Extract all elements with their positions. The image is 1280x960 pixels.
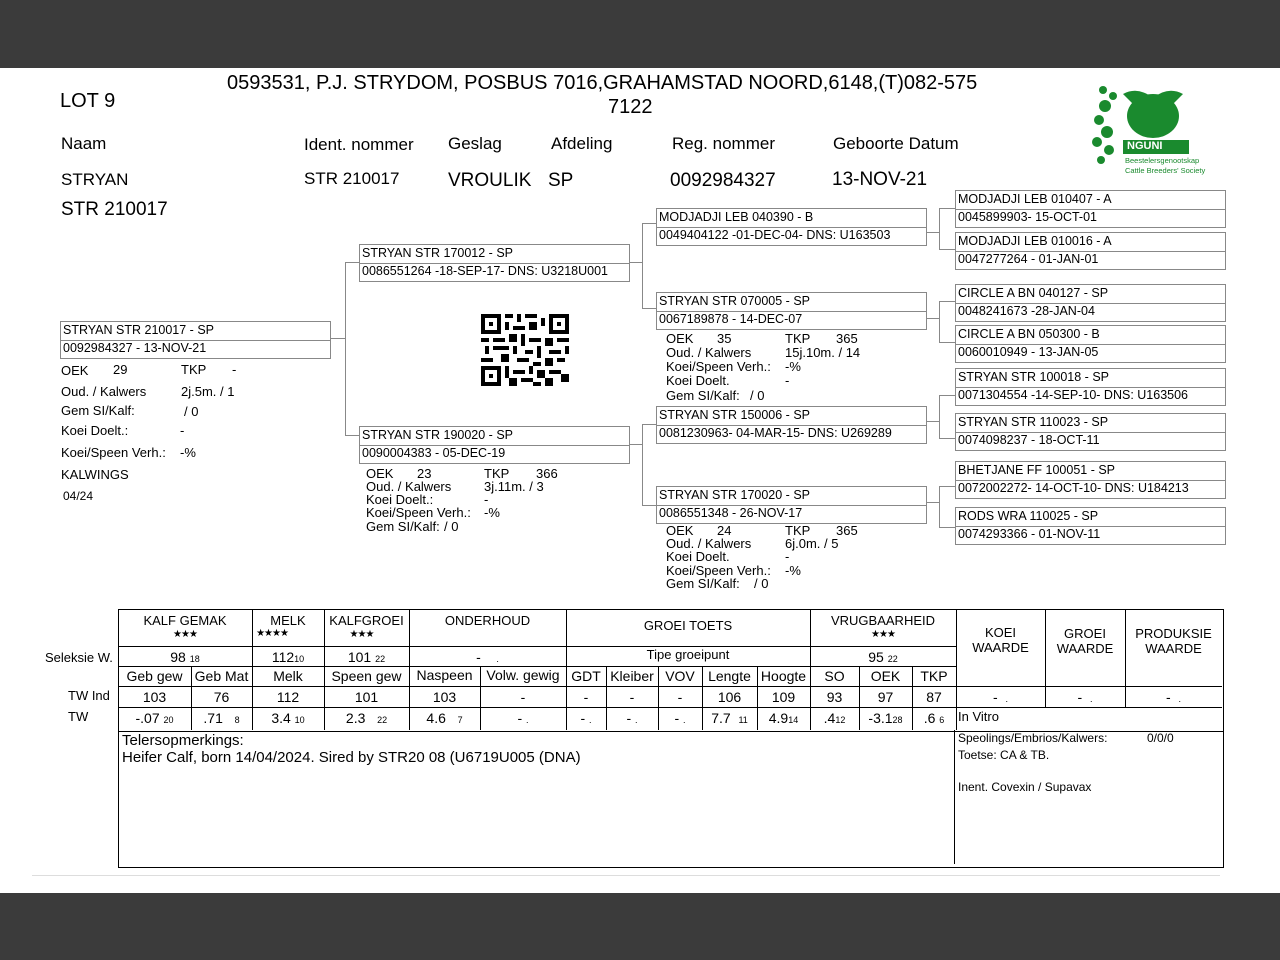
sd-oud-label: Oud. / Kalwers [666, 345, 752, 360]
dd-oud: 6j.0m. / 5 [785, 536, 839, 551]
toetse: Toetse: CA & TB. [958, 748, 1050, 762]
tw-naspeen-sub: 7 [457, 715, 463, 725]
label-ident: Ident. nommer [304, 135, 414, 154]
twind-produksie-waarde: - [1166, 689, 1171, 705]
col-melk: Melk [273, 668, 303, 684]
tw-so-sub: 12 [835, 715, 846, 725]
sd-gem-label: Gem SI/Kalf: [666, 388, 740, 403]
tipe-groeipunt: Tipe groeipunt [646, 647, 730, 662]
dd-oud-label: Oud. / Kalwers [666, 536, 752, 551]
gg-2-line-2: 0047277264 - 01-JAN-01 [958, 252, 1099, 266]
twind-koei-waarde: - [993, 689, 998, 705]
remarks-label: Telersopmerkings: [122, 732, 244, 749]
subject-koei: - [180, 423, 185, 438]
dam-line-1: STRYAN STR 190020 - SP [362, 428, 513, 442]
subject-speen-label: Koei/Speen Verh.: [61, 445, 166, 460]
label-reg: Reg. nommer [672, 134, 775, 153]
twind-tkp: 87 [926, 689, 942, 705]
sd-tkp-label: TKP [785, 331, 811, 346]
group-groei-waarde-2: WAARDE [1056, 641, 1114, 656]
sd-speen: -% [785, 359, 801, 374]
sd-gem: / 0 [750, 388, 765, 403]
dam-dam-line-2: 0086551348 - 26-NOV-17 [659, 506, 803, 520]
dam-speen: -% [484, 505, 500, 520]
sd-speen-label: Koei/Speen Verh.: [666, 359, 771, 374]
dd-gem-label: Gem SI/Kalf: [666, 576, 740, 591]
gg-5-line-1: STRYAN STR 100018 - SP [958, 370, 1109, 384]
group-groei-toets: GROEI TOETS [643, 618, 733, 633]
dam-oek-label: OEK [366, 466, 394, 481]
subject-koei-label: Koei Doelt.: [61, 423, 129, 438]
stars-melk: ★★★★ [256, 628, 288, 639]
sd-oek: 35 [717, 331, 732, 346]
subject-kalwings-label: KALWINGS [61, 467, 129, 482]
dam-line-2: 0090004383 - 05-DEC-19 [362, 446, 506, 460]
twind-speen-gew: 101 [354, 689, 379, 705]
dam-oud-label: Oud. / Kalwers [366, 479, 452, 494]
row-label-tw: TW [68, 709, 89, 724]
dam-koei: - [484, 492, 489, 507]
in-vitro-label: In Vitro [958, 709, 999, 724]
sd-tkp: 365 [836, 331, 858, 346]
gg-box-5 [955, 368, 1226, 406]
dam-speen-label: Koei/Speen Verh.: [366, 505, 471, 520]
seleksie-melk-sub: 10 [294, 654, 305, 664]
remarks-text: Heifer Calf, born 14/04/2024. Sired by STR20 08 (U6719U005 (DNA) [122, 749, 581, 766]
inent: Inent. Covexin / Supavax [958, 780, 1092, 794]
animal-geboorte: 13-NOV-21 [832, 169, 928, 190]
dam-oek: 23 [417, 466, 432, 481]
top-bar [0, 0, 1280, 68]
dam-gem-label: Gem SI/Kalf: [366, 519, 440, 534]
gg-7-line-2: 0072002272- 14-OCT-10- DNS: U184213 [958, 481, 1189, 495]
seleksie-melk: 112 [271, 649, 295, 665]
subject-oud-label: Oud. / Kalwers [61, 384, 147, 399]
col-tkp: TKP [920, 668, 948, 684]
dd-speen-label: Koei/Speen Verh.: [666, 563, 771, 578]
gg-1-line-1: MODJADJI LEB 010407 - A [958, 192, 1112, 206]
tw-so: .4 [823, 710, 836, 726]
dam-koei-label: Koei Doelt.: [366, 492, 434, 507]
subject-gem: / 0 [184, 404, 199, 419]
col-oek: OEK [870, 668, 901, 684]
subject-line-1: STRYAN STR 210017 - SP [63, 323, 214, 337]
label-geslag: Geslag [448, 134, 502, 153]
twind-oek: 97 [877, 689, 894, 705]
dam-dam-box [656, 486, 927, 524]
dd-oek: 24 [717, 523, 732, 538]
dd-speen: -% [785, 563, 801, 578]
sire-sire-line-1: MODJADJI LEB 040390 - B [659, 210, 814, 224]
group-koei-waarde-1: KOEI [984, 625, 1017, 640]
dam-sire-line-1: STRYAN STR 150006 - SP [659, 408, 810, 422]
subject-oek-label: OEK [61, 363, 89, 378]
tw-volw-gewig: - [517, 710, 523, 726]
sd-oek-label: OEK [666, 331, 694, 346]
group-vrugbaarheid: VRUGBAARHEID [830, 613, 936, 628]
seleksie-onderhoud-sub: . [496, 654, 499, 664]
tw-speen-gew-sub: 22 [377, 715, 388, 725]
tw-vov: - [674, 710, 680, 726]
seleksie-onderhoud: - [476, 649, 481, 665]
twind-geb-gew: 103 [142, 689, 167, 705]
owner-line-1: 0593531, P.J. STRYDOM, POSBUS 7016,GRAHAMSTAD NOORD,6148,(T)082-575 [227, 72, 978, 94]
animal-geslag: VROULIK [448, 170, 532, 191]
sire-sire-line-2: 0049404122 -01-DEC-04- DNS: U163503 [659, 228, 891, 242]
twind-geb-mat: 76 [213, 689, 230, 705]
seleksie-kalfgroei: 101 [347, 649, 372, 665]
tw-geb-gew-sub: 20 [163, 715, 174, 725]
spoelings-value: 0/0/0 [1147, 731, 1174, 745]
gg-box-8 [955, 507, 1226, 545]
gg-1-line-2: 0045899903- 15-OCT-01 [958, 210, 1097, 224]
gg-3-line-1: CIRCLE A BN 040127 - SP [958, 286, 1109, 300]
gg-8-line-1: RODS WRA 110025 - SP [958, 509, 1099, 523]
twind-vov: - [677, 689, 683, 705]
tw-gdt-sub: . [589, 715, 592, 725]
owner-line-2: 7122 [608, 96, 653, 118]
sd-koei: - [785, 373, 790, 388]
sire-box [359, 244, 630, 282]
animal-ident: STR 210017 [304, 169, 400, 188]
gg-2-line-1: MODJADJI LEB 010016 - A [958, 234, 1112, 248]
subject-line-2: 0092984327 - 13-NOV-21 [63, 341, 207, 355]
group-melk: MELK [270, 613, 306, 628]
seleksie-kalf-gemak: 98 [170, 649, 186, 665]
tw-hoogte-sub: 14 [788, 715, 799, 725]
logo-sub-2: Cattle Breeders' Society [1125, 166, 1206, 175]
tw-melk-sub: 10 [294, 715, 305, 725]
sire-dam-line-1: STRYAN STR 070005 - SP [659, 294, 810, 308]
dam-sire-box [656, 406, 927, 444]
animal-reg: 0092984327 [670, 170, 776, 191]
animal-big-id: STR 210017 [61, 199, 168, 220]
col-so: SO [824, 668, 845, 684]
tw-geb-mat-sub: 8 [234, 715, 240, 725]
tw-tkp: .6 [923, 710, 936, 726]
gg-6-line-1: STRYAN STR 110023 - SP [958, 415, 1109, 429]
qr-code-icon [481, 314, 569, 386]
sire-dam-line-2: 0067189878 - 14-DEC-07 [659, 312, 803, 326]
row-label-tw-ind: TW Ind [68, 688, 110, 703]
dam-tkp-label: TKP [484, 466, 510, 481]
col-volw-gewig: Volw. gewig [486, 667, 560, 683]
tw-volw-gewig-sub: . [526, 715, 529, 725]
twind-hoogte: 109 [771, 689, 796, 705]
subject-box [60, 321, 331, 359]
tw-oek: -3.1 [868, 710, 893, 726]
gg-6-line-2: 0074098237 - 18-OCT-11 [958, 433, 1100, 447]
twind-groei-waarde-sub: . [1089, 694, 1093, 704]
subject-oek: 29 [113, 362, 128, 377]
dd-tkp-label: TKP [785, 523, 811, 538]
group-groei-waarde-1: GROEI [1064, 626, 1106, 641]
subject-gem-label: Gem SI/Kalf: [61, 403, 135, 418]
seleksie-kalfgroei-sub: 22 [375, 654, 386, 664]
twind-lengte: 106 [717, 689, 742, 705]
group-produksie-waarde-2: WAARDE [1145, 641, 1202, 656]
twind-groei-waarde: - [1077, 689, 1083, 705]
group-koei-waarde-2: WAARDE [972, 640, 1029, 655]
sire-sire-box [656, 208, 927, 246]
tw-oek-sub: 28 [892, 715, 903, 725]
group-kalfgroei: KALFGROEI [329, 613, 404, 628]
col-kleiber: Kleiber [610, 668, 654, 684]
tw-speen-gew: 2.3 [345, 710, 366, 726]
subject-tkp: - [232, 362, 237, 377]
group-onderhoud: ONDERHOUD [444, 613, 531, 628]
col-vov: VOV [665, 668, 695, 684]
seleksie-vrugbaarheid: 95 [868, 649, 884, 665]
gg-7-line-1: BHETJANE FF 100051 - SP [958, 463, 1116, 477]
tw-tkp-sub: 6 [939, 715, 945, 725]
twind-so: 93 [826, 689, 843, 705]
label-afdeling: Afdeling [551, 134, 613, 153]
logo-sub-1: Beestelersgenootskap [1125, 156, 1200, 165]
seleksie-kalf-gemak-sub: 18 [189, 654, 200, 664]
twind-melk: 112 [276, 689, 300, 705]
sire-line-1: STRYAN STR 170012 - SP [362, 246, 513, 260]
tw-lengte: 7.7 [711, 710, 731, 726]
twind-naspeen: 103 [432, 689, 457, 705]
tw-lengte-sub: 11 [738, 715, 748, 725]
dam-box [359, 426, 630, 464]
dam-gem: / 0 [444, 519, 459, 534]
dd-koei: - [785, 549, 790, 564]
dam-oud: 3j.11m. / 3 [484, 479, 544, 494]
col-speen-gew: Speen gew [331, 668, 402, 684]
sire-line-2: 0086551264 -18-SEP-17- DNS: U3218U001 [362, 264, 608, 278]
dd-oek-label: OEK [666, 523, 694, 538]
lot-number: LOT 9 [60, 90, 116, 112]
gg-box-7 [955, 461, 1226, 499]
gg-box-3 [955, 284, 1226, 322]
twind-kleiber: - [629, 689, 635, 705]
sd-oud: 15j.10m. / 14 [785, 345, 861, 360]
dam-sire-line-2: 0081230963- 04-MAR-15- DNS: U269289 [659, 426, 892, 440]
subject-speen: -% [180, 445, 196, 460]
gg-box-6 [955, 413, 1226, 451]
logo-name: NGUNI [1127, 140, 1163, 152]
subject-tkp-label: TKP [181, 362, 207, 377]
sire-dam-box [656, 292, 927, 330]
col-geb-gew: Geb gew [126, 668, 183, 684]
seleksie-vrugbaarheid-sub: 22 [887, 654, 898, 664]
tw-vov-sub: . [683, 715, 686, 725]
gg-box-2 [955, 232, 1226, 270]
twind-gdt: - [583, 689, 589, 705]
group-kalf-gemak: KALF GEMAK [143, 613, 227, 628]
subject-kalwings: 04/24 [63, 489, 94, 503]
gg-4-line-2: 0060010949 - 13-JAN-05 [958, 345, 1099, 359]
stars-kalf-gemak: ★★★ [173, 629, 197, 640]
tw-geb-mat: .71 [203, 710, 223, 726]
catalog-sheet [0, 68, 1280, 893]
dam-dam-line-1: STRYAN STR 170020 - SP [659, 488, 810, 502]
col-gdt: GDT [571, 668, 601, 684]
nguni-logo [1083, 76, 1233, 181]
label-geboorte: Geboorte Datum [833, 134, 959, 153]
gg-box-4 [955, 325, 1226, 363]
subject-oud: 2j.5m. / 1 [181, 384, 235, 399]
gg-box-1 [955, 190, 1226, 228]
tw-kleiber-sub: . [635, 715, 638, 725]
tw-hoogte: 4.9 [768, 710, 789, 726]
col-lengte: Lengte [708, 668, 751, 684]
gg-4-line-1: CIRCLE A BN 050300 - B [958, 327, 1100, 341]
label-naam: Naam [61, 134, 107, 153]
dd-gem: / 0 [754, 576, 769, 591]
animal-afdeling: SP [548, 170, 574, 191]
group-produksie-waarde-1: PRODUKSIE [1135, 626, 1212, 641]
dam-tkp: 366 [536, 466, 558, 481]
dd-koei-label: Koei Doelt. [666, 549, 730, 564]
col-geb-mat: Geb Mat [194, 668, 249, 684]
gg-5-line-2: 0071304554 -14-SEP-10- DNS: U163506 [958, 388, 1189, 402]
spoelings-label: Speolings/Embrios/Kalwers: [958, 731, 1108, 745]
row-label-seleksie: Seleksie W. [45, 650, 113, 665]
gg-8-line-2: 0074293366 - 01-NOV-11 [958, 527, 1101, 541]
tw-kleiber: - [626, 710, 632, 726]
qr-code [481, 314, 569, 386]
twind-produksie-waarde-sub: . [1178, 694, 1181, 704]
sd-koei-label: Koei Doelt. [666, 373, 730, 388]
dd-tkp: 365 [836, 523, 858, 538]
bottom-bar [0, 893, 1280, 960]
tw-geb-gew: -.07 [135, 710, 160, 726]
twind-koei-waarde-sub: . [1005, 694, 1008, 704]
gg-3-line-2: 0048241673 -28-JAN-04 [958, 304, 1095, 318]
stars-vrugbaarheid: ★★★ [871, 629, 895, 640]
tw-melk: 3.4 [271, 710, 291, 726]
animal-naam: STRYAN [61, 170, 129, 189]
twind-volw-gewig: - [520, 689, 526, 705]
tw-gdt: - [580, 710, 586, 726]
col-hoogte: Hoogte [760, 668, 807, 684]
col-naspeen: Naspeen [416, 667, 473, 683]
tw-naspeen: 4.6 [426, 710, 446, 726]
stars-kalfgroei: ★★★ [349, 629, 374, 640]
